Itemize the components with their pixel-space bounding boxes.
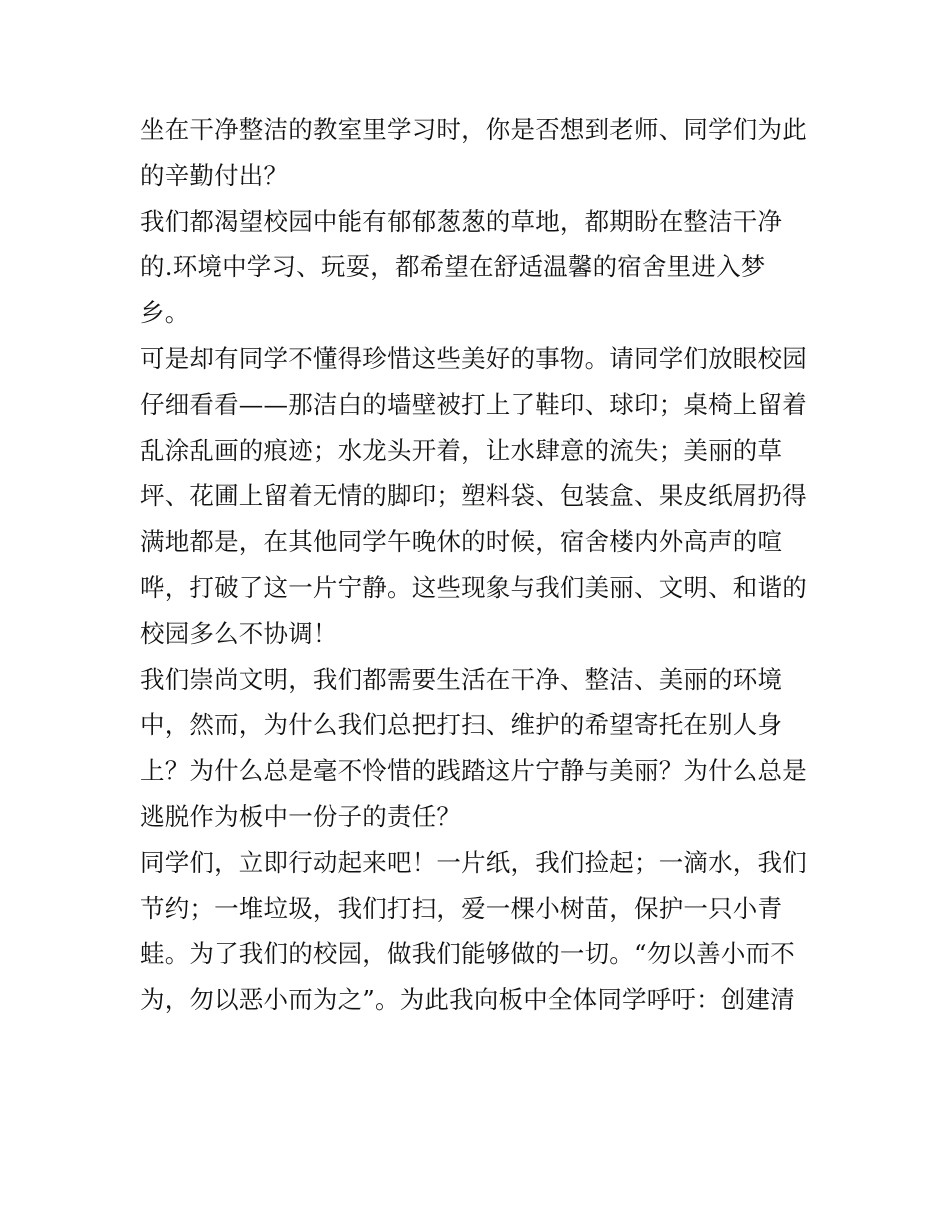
text-line: 中，然而，为什么我们总把打扫、维护的希望寄托在别人身: [140, 710, 783, 740]
text-line: 逃脱作为板中一份子的责任？: [140, 801, 462, 831]
text-line: 仔细看看——那洁白的墙壁被打上了鞋印、球印；桌椅上留着: [140, 389, 807, 419]
text-line: 可是却有同学不懂得珍惜这些美好的事物。请同学们放眼校园: [140, 343, 807, 373]
text-line: 坐在干净整洁的教室里学习时，你是否想到老师、同学们为此: [140, 115, 807, 144]
text-line: 校园多么不协调！: [140, 618, 338, 648]
document-body: [140, 107, 820, 1023]
text-line: 上？为什么总是毫不怜惜的践踏这片宁静与美丽？为什么总是: [140, 756, 807, 786]
text-line: 坪、花圃上留着无情的脚印；塑料袋、包装盒、果皮纸屑扔得: [140, 481, 807, 511]
text-line: 的辛勤付出？: [140, 160, 289, 190]
text-line: 乱涂乱画的痕迹；水龙头开着，让水肆意的流失；美丽的草: [140, 435, 783, 465]
text-line: 为，勿以恶小而为之”。为此我向板中全体同学呼吁：创建清: [140, 985, 795, 1015]
text-line: 节约；一堆垃圾，我们打扫，爱一棵小树苗，保护一只小青: [140, 893, 783, 923]
text-line: 我们崇尚文明，我们都需要生活在干净、整洁、美丽的环境: [140, 664, 783, 694]
text-line: 同学们，立即行动起来吧！一片纸，我们捡起；一滴水，我们: [140, 847, 807, 877]
text-line: 蛙。为了我们的校园，做我们能够做的一切。“勿以善小而不: [140, 939, 795, 969]
text-line: 我们都渴望校园中能有郁郁葱葱的草地，都期盼在整洁干净: [140, 206, 783, 236]
text-line: 哗，打破了这一片宁静。这些现象与我们美丽、文明、和谐的: [140, 572, 807, 602]
text-line: 乡。: [140, 298, 190, 328]
text-line: 的.环境中学习、玩耍，都希望在舒适温馨的宿舍里进入梦: [140, 252, 766, 282]
text-line: 满地都是，在其他同学午晚休的时候，宿舍楼内外高声的喧: [140, 527, 783, 557]
